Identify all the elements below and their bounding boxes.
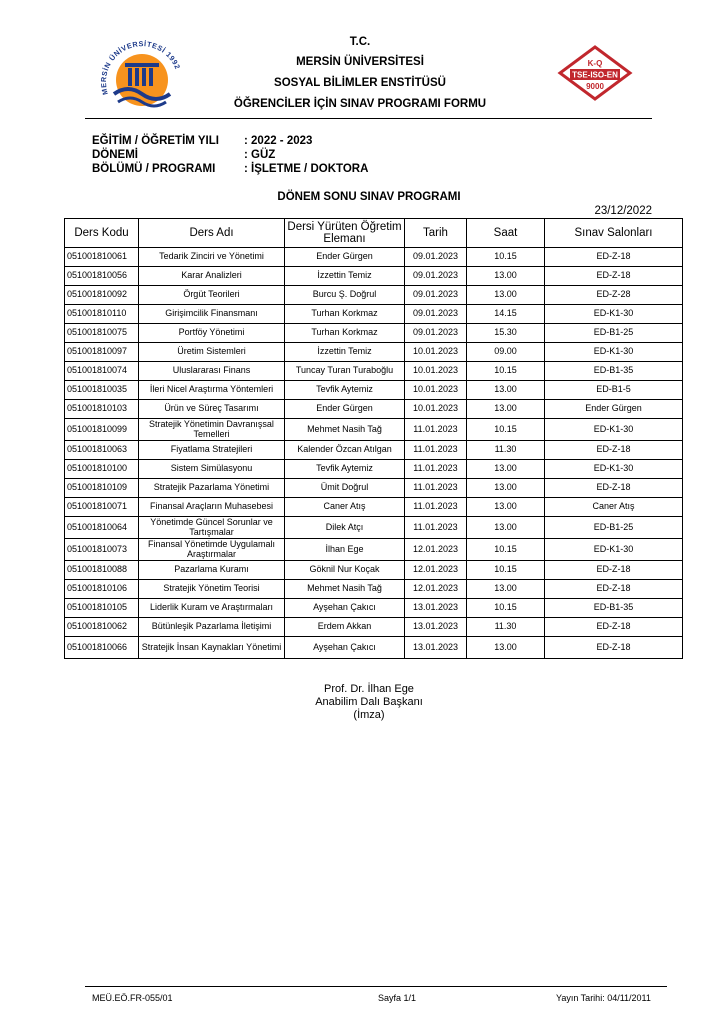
cell-time: 10.15 bbox=[467, 419, 545, 441]
cell-date: 12.01.2023 bbox=[405, 539, 467, 561]
cell-room: ED-Z-18 bbox=[545, 637, 683, 659]
exam-schedule-table bbox=[64, 218, 683, 659]
cell-lecturer: Turhan Korkmaz bbox=[285, 324, 405, 343]
info-label-term: DÖNEMİ bbox=[92, 149, 138, 161]
cell-name: Stratejik İnsan Kaynakları Yönetimi bbox=[139, 637, 285, 659]
cell-code: 051001810106 bbox=[65, 580, 139, 599]
cell-name: Portföy Yönetimi bbox=[139, 324, 285, 343]
cell-date: 11.01.2023 bbox=[405, 441, 467, 460]
cell-date: 10.01.2023 bbox=[405, 400, 467, 419]
col-header-lecturer: Dersi Yürüten Öğretim Elemanı bbox=[285, 219, 405, 248]
cell-name: Üretim Sistemleri bbox=[139, 343, 285, 362]
footer-publish-date: Yayın Tarihi: 04/11/2011 bbox=[556, 993, 651, 1003]
cell-room: ED-B1-25 bbox=[545, 324, 683, 343]
cell-time: 10.15 bbox=[467, 248, 545, 267]
cell-time: 11.30 bbox=[467, 618, 545, 637]
document-date: 23/12/2022 bbox=[594, 205, 652, 217]
cell-lecturer: İzzettin Temiz bbox=[285, 267, 405, 286]
cell-name: Karar Analizleri bbox=[139, 267, 285, 286]
cell-time: 13.00 bbox=[467, 479, 545, 498]
cell-time: 13.00 bbox=[467, 498, 545, 517]
cell-name: Örgüt Teorileri bbox=[139, 286, 285, 305]
cell-room: ED-Z-18 bbox=[545, 248, 683, 267]
cell-time: 10.15 bbox=[467, 599, 545, 618]
cell-time: 13.00 bbox=[467, 517, 545, 539]
col-header-room: Sınav Salonları bbox=[545, 219, 683, 248]
table-row bbox=[65, 539, 683, 561]
cell-time: 13.00 bbox=[467, 580, 545, 599]
cell-code: 051001810103 bbox=[65, 400, 139, 419]
cell-date: 09.01.2023 bbox=[405, 267, 467, 286]
cell-lecturer: Kalender Özcan Atılgan bbox=[285, 441, 405, 460]
cell-time: 13.00 bbox=[467, 381, 545, 400]
footer-divider bbox=[85, 986, 667, 987]
cell-room: ED-Z-18 bbox=[545, 479, 683, 498]
cell-code: 051001810071 bbox=[65, 498, 139, 517]
cell-room: ED-Z-18 bbox=[545, 441, 683, 460]
cell-date: 10.01.2023 bbox=[405, 362, 467, 381]
cell-code: 051001810061 bbox=[65, 248, 139, 267]
footer-form-code: MEÜ.EÖ.FR-055/01 bbox=[92, 993, 173, 1003]
signatory-title: Anabilim Dalı Başkanı bbox=[315, 696, 423, 708]
cell-lecturer: Tevfik Aytemiz bbox=[285, 460, 405, 479]
cell-name: Yönetimde Güncel Sorunlar ve Tartışmalar bbox=[139, 517, 285, 539]
cell-lecturer: Erdem Akkan bbox=[285, 618, 405, 637]
cell-room: ED-Z-18 bbox=[545, 267, 683, 286]
cell-time: 10.15 bbox=[467, 362, 545, 381]
cell-time: 10.15 bbox=[467, 539, 545, 561]
logo-9000-text: 9000 bbox=[586, 82, 604, 91]
cell-code: 051001810110 bbox=[65, 305, 139, 324]
signature-placeholder: (İmza) bbox=[353, 709, 385, 721]
header-institute: SOSYAL BİLİMLER ENSTİTÜSÜ bbox=[274, 77, 446, 89]
info-value-year: : 2022 - 2023 bbox=[244, 135, 313, 147]
cell-date: 10.01.2023 bbox=[405, 381, 467, 400]
cell-code: 051001810056 bbox=[65, 267, 139, 286]
cell-code: 051001810109 bbox=[65, 479, 139, 498]
cell-time: 13.00 bbox=[467, 286, 545, 305]
cell-lecturer: Tuncay Turan Turaboğlu bbox=[285, 362, 405, 381]
cell-lecturer: İlhan Ege bbox=[285, 539, 405, 561]
cell-room: Ender Gürgen bbox=[545, 400, 683, 419]
cell-room: ED-K1-30 bbox=[545, 460, 683, 479]
cell-room: ED-Z-18 bbox=[545, 580, 683, 599]
cell-date: 11.01.2023 bbox=[405, 460, 467, 479]
cell-room: ED-Z-18 bbox=[545, 618, 683, 637]
cell-name: Stratejik Yönetim Teorisi bbox=[139, 580, 285, 599]
table-row bbox=[65, 441, 683, 460]
cell-date: 12.01.2023 bbox=[405, 580, 467, 599]
cell-code: 051001810092 bbox=[65, 286, 139, 305]
logo-arc-text: MERSİN ÜNİVERSİTESİ 1992 bbox=[98, 39, 183, 96]
cell-name: Stratejik Pazarlama Yönetimi bbox=[139, 479, 285, 498]
cell-name: Liderlik Kuram ve Araştırmaları bbox=[139, 599, 285, 618]
cell-time: 09.00 bbox=[467, 343, 545, 362]
cell-room: ED-K1-30 bbox=[545, 419, 683, 441]
table-row bbox=[65, 517, 683, 539]
cell-time: 11.30 bbox=[467, 441, 545, 460]
col-header-name: Ders Adı bbox=[139, 219, 285, 248]
cell-lecturer: İzzettin Temiz bbox=[285, 343, 405, 362]
cell-date: 11.01.2023 bbox=[405, 517, 467, 539]
table-row bbox=[65, 362, 683, 381]
cell-time: 13.00 bbox=[467, 637, 545, 659]
cell-time: 13.00 bbox=[467, 267, 545, 286]
table-row bbox=[65, 419, 683, 441]
table-row bbox=[65, 381, 683, 400]
cell-lecturer: Mehmet Nasih Tağ bbox=[285, 580, 405, 599]
cell-date: 11.01.2023 bbox=[405, 498, 467, 517]
header-divider bbox=[85, 118, 652, 119]
cell-room: ED-K1-30 bbox=[545, 305, 683, 324]
cell-name: Tedarik Zinciri ve Yönetimi bbox=[139, 248, 285, 267]
cell-date: 10.01.2023 bbox=[405, 343, 467, 362]
cell-date: 12.01.2023 bbox=[405, 561, 467, 580]
info-value-term: : GÜZ bbox=[244, 149, 276, 161]
col-header-code: Ders Kodu bbox=[65, 219, 139, 248]
section-title: DÖNEM SONU SINAV PROGRAMI bbox=[277, 191, 461, 203]
info-value-program: : İŞLETME / DOKTORA bbox=[244, 163, 369, 175]
footer-page-number: Sayfa 1/1 bbox=[378, 993, 417, 1003]
table-row bbox=[65, 400, 683, 419]
cell-name: Sistem Simülasyonu bbox=[139, 460, 285, 479]
cell-lecturer: Ender Gürgen bbox=[285, 400, 405, 419]
cell-code: 051001810066 bbox=[65, 637, 139, 659]
cell-name: Finansal Yönetimde Uygulamalı Araştırmalar bbox=[139, 539, 285, 561]
cell-date: 09.01.2023 bbox=[405, 248, 467, 267]
info-label-program: BÖLÜMÜ / PROGRAMI bbox=[92, 163, 216, 175]
cell-time: 13.00 bbox=[467, 460, 545, 479]
cell-room: ED-B1-35 bbox=[545, 599, 683, 618]
cell-code: 051001810100 bbox=[65, 460, 139, 479]
table-row bbox=[65, 305, 683, 324]
tse-iso-logo bbox=[556, 44, 634, 102]
cell-lecturer: Ayşehan Çakıcı bbox=[285, 637, 405, 659]
cell-date: 09.01.2023 bbox=[405, 286, 467, 305]
cell-lecturer: Dilek Atçı bbox=[285, 517, 405, 539]
cell-code: 051001810035 bbox=[65, 381, 139, 400]
table-row bbox=[65, 599, 683, 618]
table-header-row bbox=[65, 219, 683, 248]
cell-lecturer: Caner Atış bbox=[285, 498, 405, 517]
table-row bbox=[65, 324, 683, 343]
cell-lecturer: Ender Gürgen bbox=[285, 248, 405, 267]
cell-code: 051001810074 bbox=[65, 362, 139, 381]
info-label-year: EĞİTİM / ÖĞRETİM YILI bbox=[92, 135, 219, 147]
cell-code: 051001810097 bbox=[65, 343, 139, 362]
cell-room: ED-B1-35 bbox=[545, 362, 683, 381]
table-row bbox=[65, 498, 683, 517]
cell-name: Girişimcilik Finansmanı bbox=[139, 305, 285, 324]
cell-date: 11.01.2023 bbox=[405, 479, 467, 498]
cell-date: 09.01.2023 bbox=[405, 305, 467, 324]
cell-time: 14.15 bbox=[467, 305, 545, 324]
table-row bbox=[65, 267, 683, 286]
cell-lecturer: Göknil Nur Koçak bbox=[285, 561, 405, 580]
header-university: MERSİN ÜNİVERSİTESİ bbox=[296, 56, 424, 68]
signatory-name: Prof. Dr. İlhan Ege bbox=[324, 683, 414, 695]
cell-date: 09.01.2023 bbox=[405, 324, 467, 343]
table-row bbox=[65, 286, 683, 305]
header-tc: T.C. bbox=[349, 36, 371, 48]
col-header-date: Tarih bbox=[405, 219, 467, 248]
cell-name: Ürün ve Süreç Tasarımı bbox=[139, 400, 285, 419]
table-row bbox=[65, 580, 683, 599]
cell-name: Bütünleşik Pazarlama İletişimi bbox=[139, 618, 285, 637]
cell-room: ED-B1-5 bbox=[545, 381, 683, 400]
cell-code: 051001810105 bbox=[65, 599, 139, 618]
cell-lecturer: Burcu Ş. Doğrul bbox=[285, 286, 405, 305]
cell-code: 051001810099 bbox=[65, 419, 139, 441]
table-row bbox=[65, 460, 683, 479]
cell-date: 13.01.2023 bbox=[405, 599, 467, 618]
cell-room: ED-Z-18 bbox=[545, 561, 683, 580]
col-header-time: Saat bbox=[467, 219, 545, 248]
cell-lecturer: Ümit Doğrul bbox=[285, 479, 405, 498]
cell-date: 13.01.2023 bbox=[405, 637, 467, 659]
cell-code: 051001810063 bbox=[65, 441, 139, 460]
cell-name: Finansal Araçların Muhasebesi bbox=[139, 498, 285, 517]
cell-name: Fiyatlama Stratejileri bbox=[139, 441, 285, 460]
header-form-title: ÖĞRENCİLER İÇİN SINAV PROGRAMI FORMU bbox=[233, 98, 487, 110]
cell-name: Stratejik Yönetimin Davranışsal Temelleri bbox=[139, 419, 285, 441]
cell-lecturer: Mehmet Nasih Tağ bbox=[285, 419, 405, 441]
cell-date: 11.01.2023 bbox=[405, 419, 467, 441]
logo-tse-text: TSE-ISO-EN bbox=[572, 70, 618, 80]
cell-code: 051001810075 bbox=[65, 324, 139, 343]
cell-room: ED-Z-28 bbox=[545, 286, 683, 305]
cell-room: ED-K1-30 bbox=[545, 343, 683, 362]
cell-code: 051001810088 bbox=[65, 561, 139, 580]
logo-kq-text: K-Q bbox=[587, 59, 603, 68]
cell-lecturer: Turhan Korkmaz bbox=[285, 305, 405, 324]
table-row bbox=[65, 343, 683, 362]
cell-name: İleri Nicel Araştırma Yöntemleri bbox=[139, 381, 285, 400]
cell-name: Uluslararası Finans bbox=[139, 362, 285, 381]
cell-code: 051001810064 bbox=[65, 517, 139, 539]
cell-lecturer: Tevfik Aytemiz bbox=[285, 381, 405, 400]
cell-room: ED-B1-25 bbox=[545, 517, 683, 539]
cell-lecturer: Ayşehan Çakıcı bbox=[285, 599, 405, 618]
cell-code: 051001810073 bbox=[65, 539, 139, 561]
cell-name: Pazarlama Kuramı bbox=[139, 561, 285, 580]
table-row bbox=[65, 618, 683, 637]
cell-code: 051001810062 bbox=[65, 618, 139, 637]
cell-date: 13.01.2023 bbox=[405, 618, 467, 637]
cell-time: 13.00 bbox=[467, 400, 545, 419]
cell-room: Caner Atış bbox=[545, 498, 683, 517]
cell-room: ED-K1-30 bbox=[545, 539, 683, 561]
table-row bbox=[65, 561, 683, 580]
table-row bbox=[65, 248, 683, 267]
table-row bbox=[65, 479, 683, 498]
cell-time: 10.15 bbox=[467, 561, 545, 580]
cell-time: 15.30 bbox=[467, 324, 545, 343]
table-row bbox=[65, 637, 683, 659]
